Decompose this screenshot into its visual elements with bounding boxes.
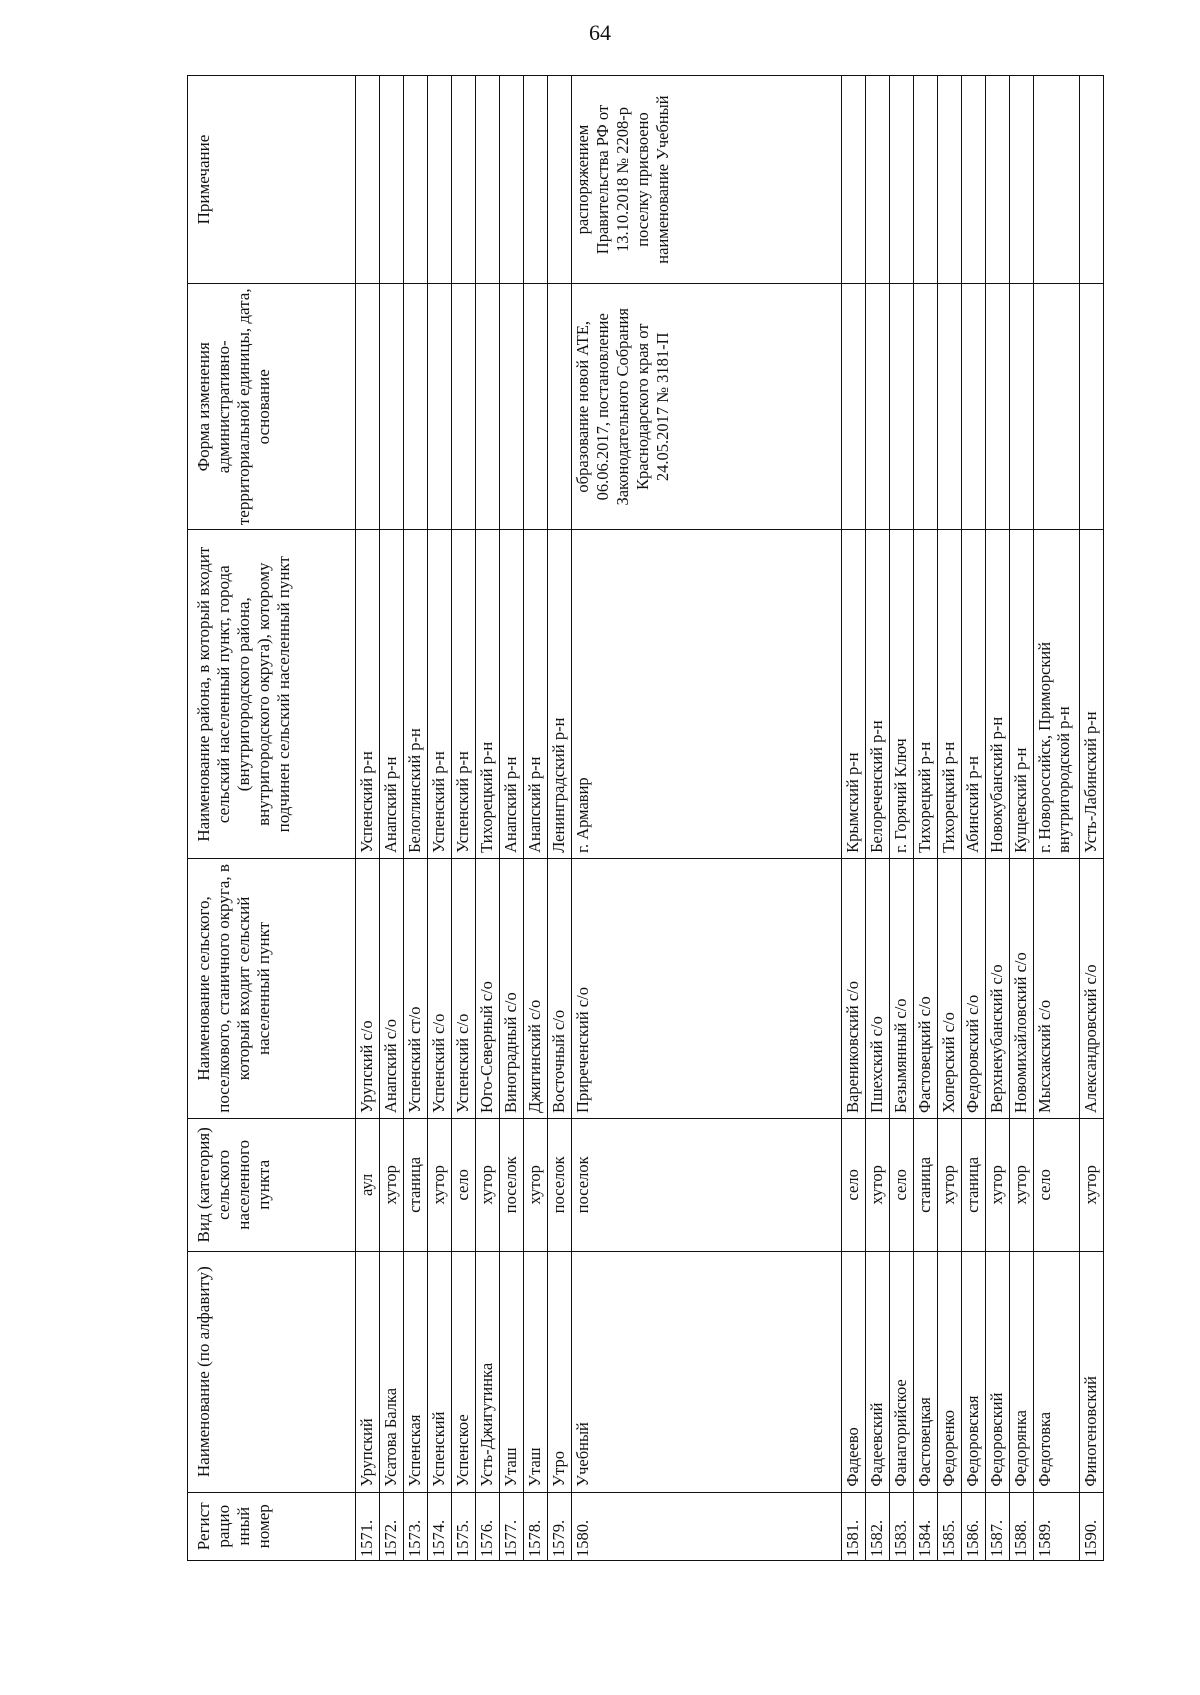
- table-header-row: [188, 76, 356, 1561]
- header-kind: Вид (категория) сельского населенного пункта: [188, 1118, 356, 1251]
- cell-kind: станица: [404, 1118, 428, 1251]
- cell-okrug: Успенский с/о: [452, 858, 476, 1118]
- cell-change: [962, 284, 986, 530]
- cell-name: Фастовецкая: [914, 1251, 938, 1492]
- cell-num: 1572.: [380, 1492, 404, 1560]
- table-row: [1080, 76, 1104, 1561]
- cell-district: Тихорецкий р-н: [476, 530, 500, 858]
- cell-okrug: Юго-Северный с/о: [476, 858, 500, 1118]
- cell-num: 1579.: [548, 1492, 572, 1560]
- cell-okrug: Пшехский с/о: [866, 858, 890, 1118]
- cell-num: 1583.: [890, 1492, 914, 1560]
- header-okrug: Наименование сельского, поселкового, станичного округа, в который входит сельский населенный пункт: [188, 858, 356, 1118]
- cell-okrug: Безымянный с/о: [890, 858, 914, 1118]
- cell-kind: хутор: [938, 1118, 962, 1251]
- cell-note: [428, 76, 452, 284]
- table-row: [356, 76, 380, 1561]
- cell-change: [380, 284, 404, 530]
- cell-kind: хутор: [1010, 1118, 1034, 1251]
- cell-num: 1575.: [452, 1492, 476, 1560]
- cell-okrug: Верхнекубанский с/о: [986, 858, 1010, 1118]
- cell-okrug: Новомихайловский с/о: [1010, 858, 1034, 1118]
- cell-kind: село: [1034, 1118, 1080, 1251]
- cell-num: 1573.: [404, 1492, 428, 1560]
- cell-kind: село: [452, 1118, 476, 1251]
- cell-note: [962, 76, 986, 284]
- cell-kind: станица: [914, 1118, 938, 1251]
- cell-okrug: Анапский с/о: [380, 858, 404, 1118]
- cell-change: [938, 284, 962, 530]
- header-change: Форма изменения административно-территориальной единицы, дата, основание: [188, 284, 356, 530]
- cell-change: [866, 284, 890, 530]
- cell-name: Урупский: [356, 1251, 380, 1492]
- cell-name: Успенское: [452, 1251, 476, 1492]
- table-row: [890, 76, 914, 1561]
- cell-num: 1585.: [938, 1492, 962, 1560]
- cell-kind: село: [890, 1118, 914, 1251]
- cell-kind: хутор: [476, 1118, 500, 1251]
- cell-kind: хутор: [866, 1118, 890, 1251]
- table-row: [548, 76, 572, 1561]
- cell-okrug: Фастовецкий с/о: [914, 858, 938, 1118]
- table-row: [914, 76, 938, 1561]
- table-row: [380, 76, 404, 1561]
- cell-okrug: Александровский с/о: [1080, 858, 1104, 1118]
- table-row: [452, 76, 476, 1561]
- cell-kind: хутор: [1080, 1118, 1104, 1251]
- cell-change: [1080, 284, 1104, 530]
- cell-change: образование новой АТЕ, 06.06.2017, постановление Законодательного Собрания Краснодарского края от 24.05.2017 № 3181-П: [572, 284, 842, 530]
- cell-num: 1582.: [866, 1492, 890, 1560]
- cell-okrug: Восточный с/о: [548, 858, 572, 1118]
- cell-change: [890, 284, 914, 530]
- cell-okrug: Хоперский с/о: [938, 858, 962, 1118]
- cell-note: [356, 76, 380, 284]
- cell-note: [986, 76, 1010, 284]
- cell-note: [1010, 76, 1034, 284]
- cell-note: [914, 76, 938, 284]
- cell-num: 1574.: [428, 1492, 452, 1560]
- cell-kind: хутор: [380, 1118, 404, 1251]
- cell-kind: село: [842, 1118, 866, 1251]
- table-row: [962, 76, 986, 1561]
- settlements-registry-table: [187, 75, 1104, 1561]
- cell-district: Кущевский р-н: [1010, 530, 1034, 858]
- cell-change: [914, 284, 938, 530]
- cell-num: 1584.: [914, 1492, 938, 1560]
- cell-okrug: Виноградный с/о: [500, 858, 524, 1118]
- cell-change: [452, 284, 476, 530]
- cell-note: [452, 76, 476, 284]
- cell-name: Успенская: [404, 1251, 428, 1492]
- cell-note: [866, 76, 890, 284]
- cell-name: Федорянка: [1010, 1251, 1034, 1492]
- cell-name: Федоровская: [962, 1251, 986, 1492]
- registry-table-rotated: [187, 75, 1102, 1561]
- cell-num: 1589.: [1034, 1492, 1080, 1560]
- table-row: [524, 76, 548, 1561]
- cell-note: [380, 76, 404, 284]
- cell-okrug: Федоровский с/о: [962, 858, 986, 1118]
- table-row: [842, 76, 866, 1561]
- cell-district: г. Горячий Ключ: [890, 530, 914, 858]
- cell-change: [404, 284, 428, 530]
- header-note: Примечание: [188, 76, 356, 284]
- cell-name: Федоровский: [986, 1251, 1010, 1492]
- cell-name: Федотовка: [1034, 1251, 1080, 1492]
- cell-change: [1010, 284, 1034, 530]
- cell-okrug: Варениковский с/о: [842, 858, 866, 1118]
- cell-num: 1586.: [962, 1492, 986, 1560]
- cell-kind: хутор: [428, 1118, 452, 1251]
- cell-district: Успенский р-н: [428, 530, 452, 858]
- cell-district: Тихорецкий р-н: [914, 530, 938, 858]
- header-district: Наименование района, в который входит сельский населенный пункт, города (внутригородского района, внутригородского округа), которому подчинен сельский населенный пункт: [188, 530, 356, 858]
- cell-district: г. Армавир: [572, 530, 842, 858]
- cell-note: [1034, 76, 1080, 284]
- table-row: [500, 76, 524, 1561]
- cell-change: [1034, 284, 1080, 530]
- cell-note: [500, 76, 524, 284]
- cell-note: [404, 76, 428, 284]
- cell-district: Анапский р-н: [380, 530, 404, 858]
- cell-district: Успенский р-н: [452, 530, 476, 858]
- cell-note: [1080, 76, 1104, 284]
- cell-okrug: Джигинский с/о: [524, 858, 548, 1118]
- cell-okrug: Мысхакский с/о: [1034, 858, 1080, 1118]
- cell-kind: поселок: [572, 1118, 842, 1251]
- cell-district: Ленинградский р-н: [548, 530, 572, 858]
- cell-name: Усатова Балка: [380, 1251, 404, 1492]
- cell-note: распоряжением Правительства РФ от 13.10.2018 № 2208-р поселку присвоено наименование Учебный: [572, 76, 842, 284]
- cell-change: [476, 284, 500, 530]
- cell-district: Белоглинский р-н: [404, 530, 428, 858]
- table-row: [938, 76, 962, 1561]
- cell-district: Белореченский р-н: [866, 530, 890, 858]
- cell-num: 1580.: [572, 1492, 842, 1560]
- cell-num: 1571.: [356, 1492, 380, 1560]
- cell-okrug: Успенский с/о: [428, 858, 452, 1118]
- table-row: [428, 76, 452, 1561]
- cell-change: [500, 284, 524, 530]
- cell-district: Усть-Лабинский р-н: [1080, 530, 1104, 858]
- table-row: [1034, 76, 1080, 1561]
- cell-num: 1590.: [1080, 1492, 1104, 1560]
- cell-name: Фадеевский: [866, 1251, 890, 1492]
- cell-num: 1581.: [842, 1492, 866, 1560]
- header-reg-num: Регист рацио нный номер: [188, 1492, 356, 1560]
- cell-change: [986, 284, 1010, 530]
- cell-note: [938, 76, 962, 284]
- page-number: 64: [589, 20, 611, 45]
- cell-kind: поселок: [548, 1118, 572, 1251]
- cell-num: 1576.: [476, 1492, 500, 1560]
- cell-district: Тихорецкий р-н: [938, 530, 962, 858]
- table-row: [404, 76, 428, 1561]
- cell-district: Анапский р-н: [524, 530, 548, 858]
- table-row: [572, 76, 842, 1561]
- table-row: [986, 76, 1010, 1561]
- cell-num: 1578.: [524, 1492, 548, 1560]
- cell-district: г. Новороссийск, Приморский внутригородской р-н: [1034, 530, 1080, 858]
- table-row: [1010, 76, 1034, 1561]
- header-name: Наименование (по алфавиту): [188, 1251, 356, 1492]
- cell-kind: поселок: [500, 1118, 524, 1251]
- cell-okrug: Урупский с/о: [356, 858, 380, 1118]
- cell-num: 1577.: [500, 1492, 524, 1560]
- cell-name: Уташ: [524, 1251, 548, 1492]
- cell-change: [524, 284, 548, 530]
- cell-name: Утро: [548, 1251, 572, 1492]
- cell-change: [842, 284, 866, 530]
- cell-kind: хутор: [524, 1118, 548, 1251]
- cell-name: Усть-Джигутинка: [476, 1251, 500, 1492]
- cell-name: Фанагорийское: [890, 1251, 914, 1492]
- cell-change: [356, 284, 380, 530]
- cell-num: 1587.: [986, 1492, 1010, 1560]
- cell-note: [476, 76, 500, 284]
- cell-note: [842, 76, 866, 284]
- cell-change: [428, 284, 452, 530]
- cell-num: 1588.: [1010, 1492, 1034, 1560]
- cell-name: Уташ: [500, 1251, 524, 1492]
- cell-note: [524, 76, 548, 284]
- cell-district: Успенский р-н: [356, 530, 380, 858]
- cell-kind: аул: [356, 1118, 380, 1251]
- cell-name: Федоренко: [938, 1251, 962, 1492]
- cell-okrug: Приреченский с/о: [572, 858, 842, 1118]
- cell-kind: хутор: [986, 1118, 1010, 1251]
- cell-name: Учебный: [572, 1251, 842, 1492]
- table-row: [476, 76, 500, 1561]
- cell-name: Успенский: [428, 1251, 452, 1492]
- cell-okrug: Успенский ст/о: [404, 858, 428, 1118]
- cell-name: Фадеево: [842, 1251, 866, 1492]
- cell-district: Крымский р-н: [842, 530, 866, 858]
- table-row: [866, 76, 890, 1561]
- cell-note: [548, 76, 572, 284]
- cell-kind: станица: [962, 1118, 986, 1251]
- cell-name: Финогеновский: [1080, 1251, 1104, 1492]
- cell-change: [548, 284, 572, 530]
- cell-district: Анапский р-н: [500, 530, 524, 858]
- cell-note: [890, 76, 914, 284]
- cell-district: Новокубанский р-н: [986, 530, 1010, 858]
- cell-district: Абинский р-н: [962, 530, 986, 858]
